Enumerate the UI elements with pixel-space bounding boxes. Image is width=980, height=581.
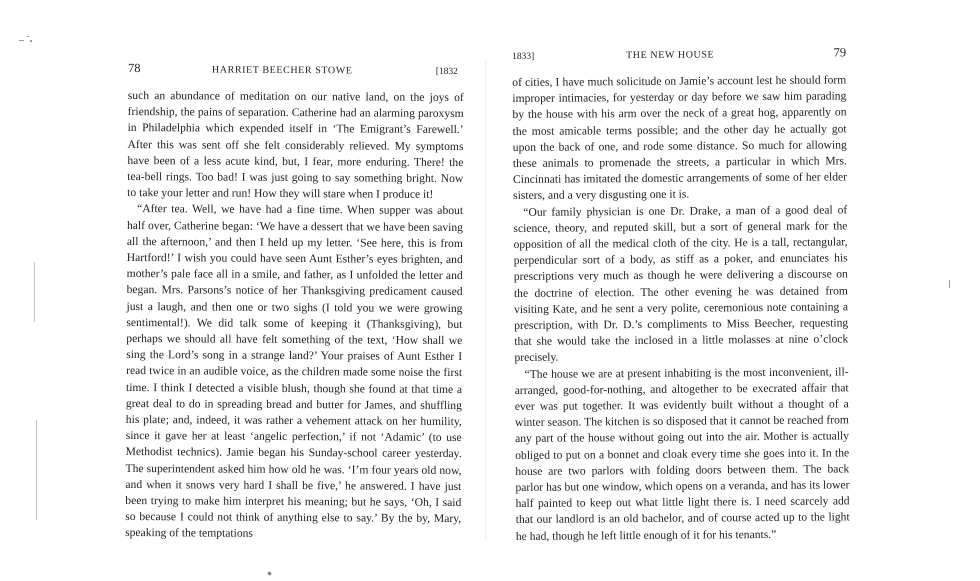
paragraph: “The house we are at present inhabiting is the most inconvenient, ill-arranged, good-for-nothing, and altogether to be execrated affair that ever was put together. It was evidently built without a thought of a winter season. The kitchen is so disposed that it cannot be reached from any part of the house without going out into the air. Mother is actually obliged to put on a bonnet and cloak every time she goes into it. In the house are two parlors with folding doors between them. The back parlor has but one window, which opens on a veranda, and has its lower half painted to keep out what little light there is. I need scarcely add that our landlord is an old bachelor, and of course acted up to the light he had, though he left little enough of it for his tenants.”	[514, 365, 850, 543]
paragraph: “After tea. Well, we have had a fine time. When supper was about half over, Catherine began: ‘We have a dessert that we have been saving all the afternoon,’ and then I held up my letter. ‘See here, this is from Hartford!’ I wish you could have seen Aunt Esther’s eyes brighten, and mother’s pale face all in a smile, and father, as I unfolded the letter and began. Mrs. Parsons’s notice of her Thanksgiving predicament caused just a laugh, and then one or two sighs (I told you we were growing sentimental!). We did talk some of keeping it (Thanksgiving), but perhaps we should all have felt something of the text, ‘How shall we sing the Lord’s song in a strange land?’ Your praises of Aunt Esther I read twice in an audible voice, as the children made some noise the first time. I think I detected a visible blush, though she found at that time a great deal to do in spreading bread and butter for James, and shuffling his plate; and, indeed, it was rather a vehement attack on her humility, since it gave her at least ‘angelic perfection,’ if not ‘Adamic’ (to use Methodist technics). Jamie began his Sunday-school career yesterday. The superintendent asked him how old he was. ‘I’m four years old now, and when it snows very hard I shall be five,’ he answered. I have just been trying to make him interpret his meaning; but he says, ‘Oh, I said so because I could not think of anything else to say.’ By the by, Mary, speaking of the temptations	[125, 202, 464, 541]
page-number: 78	[127, 61, 141, 76]
book-gutter	[485, 60, 486, 540]
left-page-header	[128, 62, 464, 84]
running-head: THE NEW HOUSE	[626, 49, 715, 62]
scan-edge-shadow	[34, 262, 35, 322]
year-tag: 1833]	[512, 51, 535, 62]
right-page	[512, 46, 850, 544]
paragraph: “Our family physician is one Dr. Drake, a man of a good deal of science, theory, and reputed skill, but a sort of general mark for the opposition of all the medical cloth of the city. He is a tall, rectangular, perpendicular sort of a body, as stiff as a poker, and enunciates his prescriptions very much as though he were delivering a discourse on the doctrine of election. The other evening he was detained from visiting Kate, and he sent a very polite, ceremonious note containing a prescription, with Dr. D.’s compliments to Miss Beecher, requesting that she would take the inclosed in a little molasses at nine o’clock precisely.	[513, 202, 849, 365]
scan-speck	[19, 40, 24, 41]
scan-speck	[27, 36, 29, 37]
scan-speck	[30, 40, 32, 42]
paragraph: such an abundance of meditation on our native land, on the joys of friendship, the pains of separation. Catherine had an alarming paroxysm in Philadelphia which expended itself in ‘The Emigrant’s Farewell.’ After this was sent off she felt considerably relieved. My symptoms have been of a less acute kind, but, I fear, more enduring. There! the tea-bell rings. Too bad! I was just going to say something bright. Now to take your letter and run! How they will stare when I produce it!	[127, 88, 464, 202]
left-page-body	[125, 88, 464, 544]
page-number: 79	[833, 45, 847, 60]
left-page	[125, 62, 464, 544]
scan-edge-shadow	[36, 420, 37, 520]
year-tag: [1832	[435, 66, 458, 78]
paragraph: of cities, I have much solicitude on Jamie’s account lest he should form improper intimacies, for yesterday or day before we saw him parading by the house with his arm over the neck of a great hog, apparently on the most amicable terms possible; and the other day he actually got upon the back of one, and rode some distance. So much for allowing these animals to promenade the streets, a particular in which Mrs. Cincinnati has imitated the domestic arrangements of some of her elder sisters, and a very disgusting one it is.	[512, 73, 848, 203]
right-page-body	[512, 72, 850, 544]
scan-speck	[267, 571, 271, 575]
running-head: HARRIET BEECHER STOWE	[211, 64, 353, 77]
right-page-header	[512, 46, 846, 69]
scan-speck	[949, 280, 950, 288]
